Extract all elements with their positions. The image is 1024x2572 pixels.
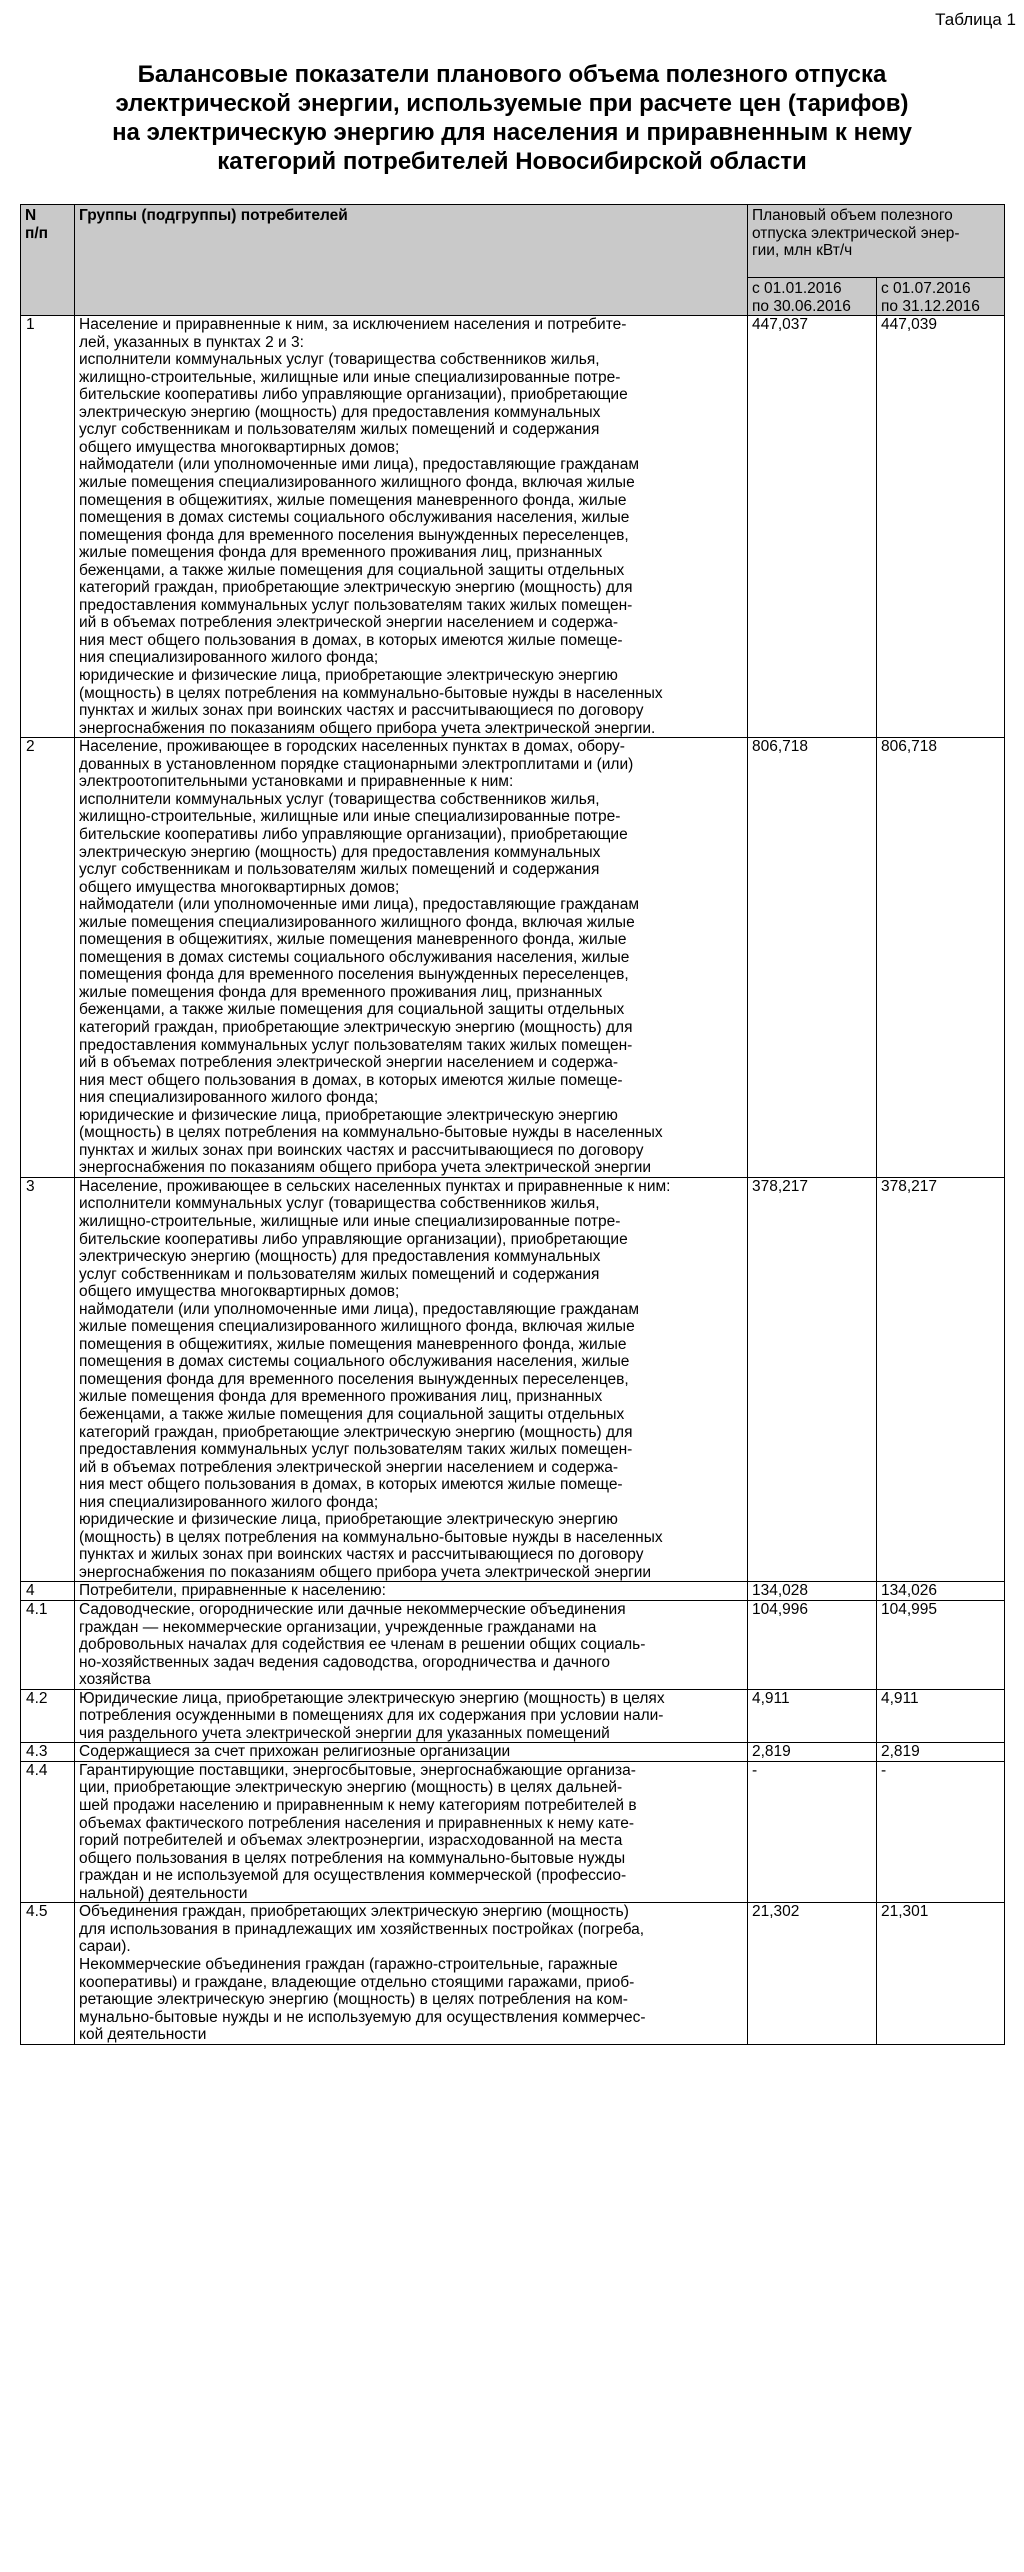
row-description: Садоводческие, огороднические или дачные некоммерческие объединения граждан — некоммерческие организации, учрежденные гражданами на добровольных началах для содействия ее членам в решении общих социаль- но-хозяйственных задач ведения садоводства, огородничества и дачного хозяйства: [75, 1601, 748, 1690]
document-title: [40, 60, 984, 176]
row-value-period-1: 21,302: [748, 1903, 877, 2044]
title-line: Балансовые показатели планового объема полезного отпуска: [137, 61, 887, 88]
table-row: [21, 738, 1005, 1178]
row-value-period-1: 806,718: [748, 738, 877, 1178]
row-value-period-1: -: [748, 1761, 877, 1902]
row-description: Население, проживающее в сельских населенных пунктах и приравненные к ним: исполнители коммунальных услуг (товарищества собственников жилья, жилищно-строительные, жилищные или иные специализированные потре- бительские кооперативы либо управляющие организации), приобретающие электрическую энергию (мощность) для предоставления коммунальных услуг собственникам и пользователям жилых помещений и содержания общего имущества многоквартирных домов; наймодатели (или уполномоченные ими лица), предоставляющие гражданам жилые помещения специализированного жилищного фонда, включая жилые помещения в общежитиях, жилые помещения маневренного фонда, жилые помещения в домах системы социального обслуживания населения, жилые помещения фонда для временного поселения вынужденных переселенцев, жилые помещения фонда для временного проживания лиц, признанных беженцами, а также жилые помещения для социальной защиты отдельных категорий граждан, приобретающие электрическую энергию (мощность) для предоставления коммунальных услуг пользователям таких жилых помещен- ий в объемах потребления электрической энергии населением и содержа- ния мест общего пользования в домах, в которых имеются жилые помеще- ния специализированного жилого фонда; юридические и физические лица, приобретающие электрическую энергию (мощность) в целях потребления на коммунально-бытовые нужды в населенных пунктах и жилых зонах при воинских частях и рассчитывающиеся по договору энергоснабжения по показаниям общего прибора учета электрической энергии: [75, 1177, 748, 1582]
table-row: [21, 1582, 1005, 1601]
title-line: на электрическую энергию для населения и приравненным к нему: [112, 119, 912, 146]
balance-indicators-table: [20, 204, 1005, 2045]
header-number: N п/п: [21, 205, 75, 316]
row-number: 4: [21, 1582, 75, 1601]
row-value-period-2: 806,718: [877, 738, 1005, 1178]
header-period-1: с 01.01.2016 по 30.06.2016: [748, 278, 877, 316]
table-row: [21, 1743, 1005, 1762]
row-number: 4.1: [21, 1601, 75, 1690]
row-value-period-2: 134,026: [877, 1582, 1005, 1601]
row-number: 2: [21, 738, 75, 1178]
row-description: Потребители, приравненные к населению:: [75, 1582, 748, 1601]
title-line: категорий потребителей Новосибирской области: [217, 148, 807, 175]
row-value-period-1: 104,996: [748, 1601, 877, 1690]
row-number: 4.5: [21, 1903, 75, 2044]
row-number: 3: [21, 1177, 75, 1582]
row-value-period-1: 134,028: [748, 1582, 877, 1601]
row-description: Объединения граждан, приобретающих электрическую энергию (мощность) для использования в принадлежащих им хозяйственных постройках (погреба, сараи). Некоммерческие объединения граждан (гаражно-строительные, гаражные кооперативы) и граждане, владеющие отдельно стоящими гаражами, приоб- ретающие электрическую энергию (мощность) в целях потребления на ком- мунально-бытовые нужды и не используемую для осуществления коммерчес- кой деятельности: [75, 1903, 748, 2044]
table-row: [21, 1601, 1005, 1690]
row-value-period-2: 447,039: [877, 316, 1005, 738]
table-number-label: Таблица 1: [935, 10, 1016, 29]
table-row: [21, 1177, 1005, 1582]
row-number: 4.3: [21, 1743, 75, 1762]
title-line: электрической энергии, используемые при расчете цен (тарифов): [115, 90, 909, 117]
table-row: [21, 1903, 1005, 2044]
table-row: [21, 1761, 1005, 1902]
row-value-period-1: 2,819: [748, 1743, 877, 1762]
header-groups: Группы (подгруппы) потребителей: [75, 205, 748, 316]
row-description: Содержащиеся за счет прихожан религиозные организации: [75, 1743, 748, 1762]
header-period-2: с 01.07.2016 по 31.12.2016: [877, 278, 1005, 316]
row-description: Население и приравненные к ним, за исключением населения и потребите- лей, указанных в пунктах 2 и 3: исполнители коммунальных услуг (товарищества собственников жилья, жилищно-строительные, жилищные или иные специализированные потре- бительские кооперативы либо управляющие организации), приобретающие электрическую энергию (мощность) для предоставления коммунальных услуг собственникам и пользователям жилых помещений и содержания общего имущества многоквартирных домов; наймодатели (или уполномоченные ими лица), предоставляющие гражданам жилые помещения специализированного жилищного фонда, включая жилые помещения в общежитиях, жилые помещения маневренного фонда, жилые помещения в домах системы социального обслуживания населения, жилые помещения фонда для временного поселения вынужденных переселенцев, жилые помещения фонда для временного проживания лиц, признанных беженцами, а также жилые помещения для социальной защиты отдельных категорий граждан, приобретающие электрическую энергию (мощность) для предоставления коммунальных услуг пользователям таких жилых помещен- ий в объемах потребления электрической энергии населением и содержа- ния мест общего пользования в домах, в которых имеются жилые помеще- ния специализированного жилого фонда; юридические и физические лица, приобретающие электрическую энергию (мощность) в целях потребления на коммунально-бытовые нужды в населенных пунктах и жилых зонах при воинских частях и рассчитывающиеся по договору энергоснабжения по показаниям общего прибора учета электрической энергии.: [75, 316, 748, 738]
header-planned-volume: Плановый объем полезного отпуска электрической энер- гии, млн кВт/ч: [748, 205, 1005, 278]
row-value-period-2: 2,819: [877, 1743, 1005, 1762]
table-row: [21, 1689, 1005, 1743]
row-description: Юридические лица, приобретающие электрическую энергию (мощность) в целях потребления осужденными в помещениях для их содержания при условии нали- чия раздельного учета электрической энергии для указанных помещений: [75, 1689, 748, 1743]
table-header-row: [21, 205, 1005, 278]
row-number: 4.2: [21, 1689, 75, 1743]
row-number: 1: [21, 316, 75, 738]
row-value-period-2: -: [877, 1761, 1005, 1902]
row-value-period-2: 4,911: [877, 1689, 1005, 1743]
row-description: Гарантирующие поставщики, энергосбытовые, энергоснабжающие организа- ции, приобретающие электрическую энергию (мощность) в целях дальней- шей продажи населению и приравненным к нему категориям потребителей в объемах фактического потребления населения и приравненных к нему кате- горий потребителей и объемах электроэнергии, израсходованной на места общего пользования в целях потребления на коммунально-бытовые нужды граждан и не используемой для осуществления коммерческой (профессио- нальной) деятельности: [75, 1761, 748, 1902]
row-description: Население, проживающее в городских населенных пунктах в домах, обору- дованных в установленном порядке стационарными электроплитами и (или) электроотопительными установками и приравненные к ним: исполнители коммунальных услуг (товарищества собственников жилья, жилищно-строительные, жилищные или иные специализированные потре- бительские кооперативы либо управляющие организации), приобретающие электрическую энергию (мощность) для предоставления коммунальных услуг собственникам и пользователям жилых помещений и содержания общего имущества многоквартирных домов; наймодатели (или уполномоченные ими лица), предоставляющие гражданам жилые помещения специализированного жилищного фонда, включая жилые помещения в общежитиях, жилые помещения маневренного фонда, жилые помещения в домах системы социального обслуживания населения, жилые помещения фонда для временного поселения вынужденных переселенцев, жилые помещения фонда для временного проживания лиц, признанных беженцами, а также жилые помещения для социальной защиты отдельных категорий граждан, приобретающие электрическую энергию (мощность) для предоставления коммунальных услуг пользователям таких жилых помещен- ий в объемах потребления электрической энергии населением и содержа- ния мест общего пользования в домах, в которых имеются жилые помеще- ния специализированного жилого фонда; юридические и физические лица, приобретающие электрическую энергию (мощность) в целях потребления на коммунально-бытовые нужды в населенных пунктах и жилых зонах при воинских частях и рассчитывающиеся по договору энергоснабжения по показаниям общего прибора учета электрической энергии: [75, 738, 748, 1178]
row-value-period-2: 378,217: [877, 1177, 1005, 1582]
row-value-period-2: 21,301: [877, 1903, 1005, 2044]
row-value-period-1: 4,911: [748, 1689, 877, 1743]
row-value-period-1: 378,217: [748, 1177, 877, 1582]
row-value-period-1: 447,037: [748, 316, 877, 738]
row-value-period-2: 104,995: [877, 1601, 1005, 1690]
table-row: [21, 316, 1005, 738]
row-number: 4.4: [21, 1761, 75, 1902]
